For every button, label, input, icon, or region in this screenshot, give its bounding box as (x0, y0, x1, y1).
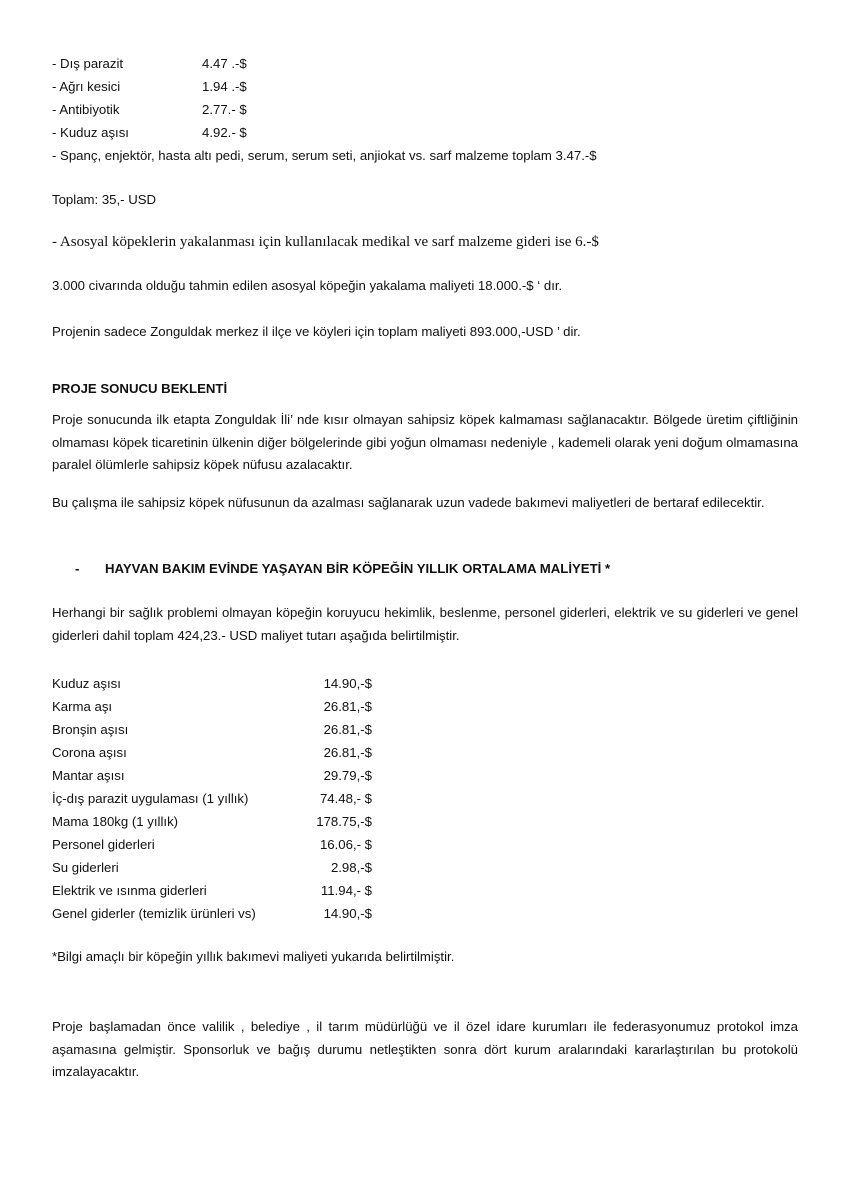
bullet-heading (75, 561, 610, 577)
row-value: 26.81,-$ (323, 722, 372, 737)
item-value: 1.94 .-$ (202, 79, 247, 94)
row-label: Genel giderler (temizlik ürünleri vs) (52, 906, 256, 921)
row-label: İç-dış parazit uygulaması (1 yıllık) (52, 791, 249, 806)
row-label: Elektrik ve ısınma giderleri (52, 883, 207, 898)
row-label: Mama 180kg (1 yıllık) (52, 814, 179, 829)
row-value: 16.06,- $ (319, 837, 372, 852)
row-value: 26.81,-$ (323, 699, 372, 714)
item-value: 4.92.- $ (202, 125, 247, 140)
list-item (52, 102, 247, 118)
list-item (52, 79, 247, 95)
paragraph-4: Proje başlamadan önce valilik , belediye , il tarım müdürlüğü ve il özel idare kurumları ile federasyonumuz protokol imza aşamasına gelmiştir. Sponsorluk ve bağış durumu netleştikten sonra dört kurum aralarındaki kararlaştırılan bu protokolü imzalayacaktır. (52, 1019, 798, 1079)
item-value: 2.77.- $ (202, 102, 247, 117)
toplam-line: Toplam: 35,- USD (52, 192, 157, 207)
item-label: - Kuduz aşısı (52, 125, 129, 140)
row-label: Bronşin aşısı (52, 722, 129, 737)
row-label: Kuduz aşısı (52, 676, 121, 691)
row-label: Personel giderleri (52, 837, 155, 852)
section-heading: PROJE SONUCU BEKLENTİ (52, 381, 228, 396)
row-value: 14.90,-$ (323, 676, 372, 691)
item-label: - Antibiyotik (52, 102, 120, 117)
paragraph-1: Proje sonucunda ilk etapta Zonguldak İli’ nde kısır olmayan sahipsiz köpek kalmaması sağlanacaktır. Bölgede üretim çiftliğinin olmaması köpek ticaretinin ülkenin diğer bölgelerinde gibi yoğun olmaması nedeniyle , kademeli olarak yeni doğum olmamasına paralel ölümlerle sahipsiz köpek nüfusu azalacaktır. (52, 412, 798, 472)
bullet-heading-text: HAYVAN BAKIM EVİNDE YAŞAYAN BİR KÖPEĞİN YILLIK ORTALAMA MALİYETİ * (105, 561, 611, 576)
row-value: 14.90,-$ (323, 906, 372, 921)
list-item (52, 125, 247, 141)
row-value: 29.79,-$ (323, 768, 372, 783)
list-item (52, 56, 247, 72)
row-value: 178.75,-$ (316, 814, 372, 829)
row-label: Corona aşısı (52, 745, 127, 760)
paragraph-3: Herhangi bir sağlık problemi olmayan köpeğin koruyucu hekimlik, beslenme, personel giderleri, elektrik ve su giderleri ve genel giderleri dahil toplam 424,23.- USD maliyet tutarı aşağıda belirtilmiştir. (52, 605, 798, 643)
row-label: Mantar aşısı (52, 768, 125, 783)
row-label: Karma aşı (52, 699, 113, 714)
item-label: - Ağrı kesici (52, 79, 121, 94)
asosyal-line: - Asosyal köpeklerin yakalanması için kullanılacak medikal ve sarf malzeme gideri ise 6.-$ (52, 234, 599, 250)
sarf-line: - Spanç, enjektör, hasta altı pedi, serum, serum seti, anjiokat vs. sarf malzeme toplam 3.47.-$ (52, 148, 597, 163)
yakalama-line: 3.000 civarında olduğu tahmin edilen asosyal köpeğin yakalama maliyeti 18.000.-$ ‘ dır. (52, 278, 563, 293)
row-value: 26.81,-$ (323, 745, 372, 760)
row-value: 2.98,-$ (330, 860, 372, 875)
paragraph-2: Bu çalışma ile sahipsiz köpek nüfusunun da azalması sağlanarak uzun vadede bakımevi maliyetleri de bertaraf edilecektir. (52, 495, 765, 510)
item-label: - Dış parazit (52, 56, 124, 71)
item-value: 4.47 .-$ (202, 56, 247, 71)
footnote: *Bilgi amaçlı bir köpeğin yıllık bakımevi maliyeti yukarıda belirtilmiştir. (52, 949, 455, 964)
bullet-dash: - (75, 561, 80, 576)
proje-maliyet-line: Projenin sadece Zonguldak merkez il ilçe ve köyleri için toplam maliyeti 893.000,-USD ’ dir. (52, 324, 581, 339)
row-label: Su giderleri (52, 860, 119, 875)
row-value: 74.48,- $ (319, 791, 372, 806)
row-value: 11.94,- $ (320, 883, 372, 898)
